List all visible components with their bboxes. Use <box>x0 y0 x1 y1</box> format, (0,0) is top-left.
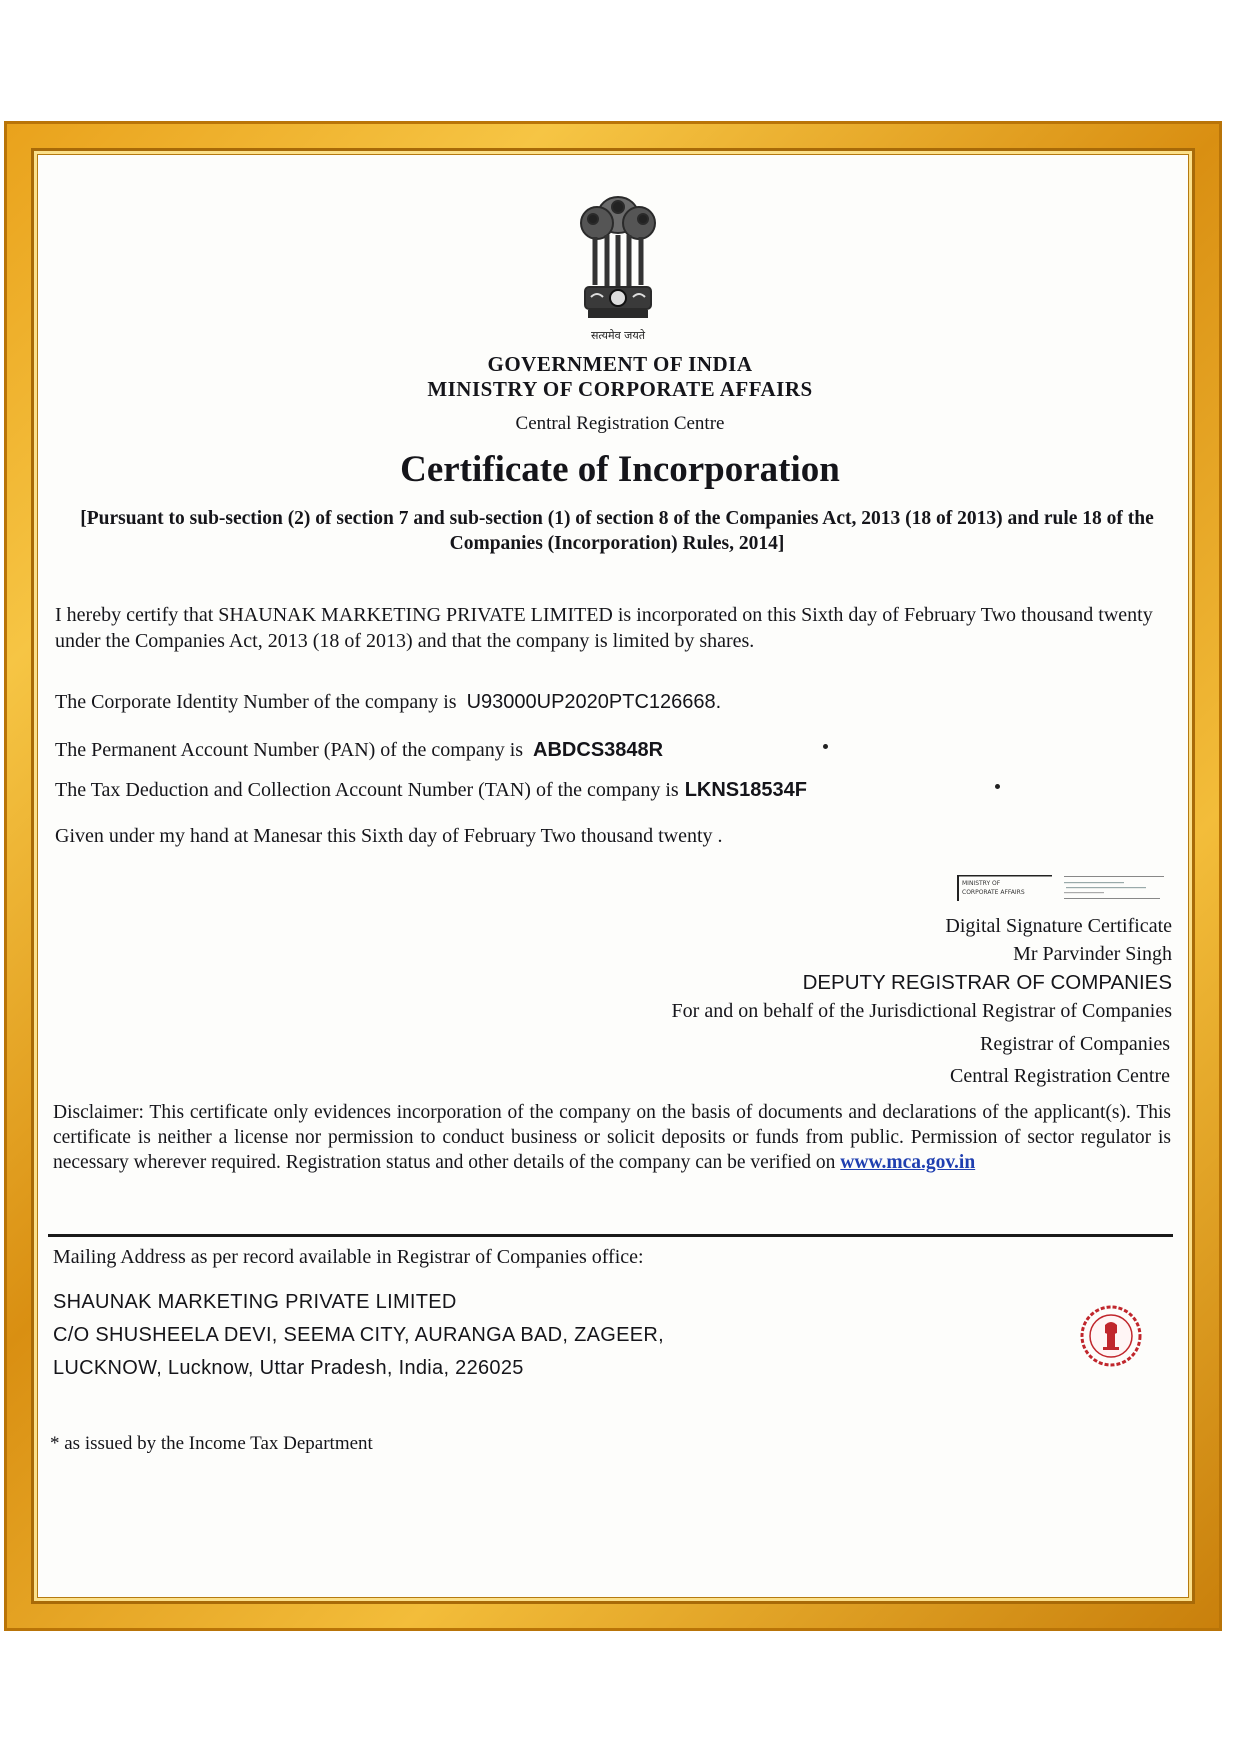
mailing-heading: Mailing Address as per record available in Registrar of Companies office: <box>53 1246 644 1268</box>
address-line-1: SHAUNAK MARKETING PRIVATE LIMITED <box>53 1291 457 1313</box>
certification-paragraph: I hereby certify that SHAUNAK MARKETING PRIVATE LIMITED is incorporated on this Sixth day of February Two thousand twenty under the Companies Act, 2013 (18 of 2013) and that the company is limited by shares. <box>55 604 1153 652</box>
cin-line <box>55 691 721 714</box>
given-under-line: Given under my hand at Manesar this Sixth day of February Two thousand twenty . <box>55 825 723 847</box>
signatory-name: Mr Parvinder Singh <box>1013 943 1172 965</box>
pan-value: ABDCS3848R <box>533 739 664 761</box>
address-line-3: LUCKNOW, Lucknow, Uttar Pradesh, India, 226025 <box>53 1357 524 1379</box>
tan-line <box>55 779 807 802</box>
stamp-text-2: CORPORATE AFFAIRS <box>962 889 1025 896</box>
ministry-heading: MINISTRY OF CORPORATE AFFAIRS <box>427 377 813 401</box>
seal-icon <box>1078 1303 1144 1369</box>
tan-label: The Tax Deduction and Collection Account Number (TAN) of the company is <box>55 779 679 801</box>
pan-line <box>55 739 663 762</box>
pan-label: The Permanent Account Number (PAN) of the company is <box>55 739 524 761</box>
pursuant-clause: [Pursuant to sub-section (2) of section 7 and sub-section (1) of section 8 of the Companies Act, 2013 (18 of 2013) and rule 18 of the Companies (Incorporation) Rules, 2014] <box>80 508 1154 554</box>
stamp-text-1: MINISTRY OF <box>962 880 1001 887</box>
signatory-designation: DEPUTY REGISTRAR OF COMPANIES <box>802 971 1172 994</box>
footnote: * as issued by the Income Tax Department <box>50 1433 373 1454</box>
cin-label: The Corporate Identity Number of the company is <box>55 691 457 713</box>
dsc-label: Digital Signature Certificate <box>945 915 1172 937</box>
pan-footnote-marker <box>823 744 828 749</box>
government-heading: GOVERNMENT OF INDIA <box>487 352 753 376</box>
registrar-line: Registrar of Companies <box>980 1033 1170 1055</box>
certificate-title: Certificate of Incorporation <box>400 449 840 490</box>
cin-value: U93000UP2020PTC126668. <box>466 691 722 713</box>
mca-link[interactable]: www.mca.gov.in <box>840 1152 976 1173</box>
disclaimer-body: Disclaimer: This certificate only evidences incorporation of the company on the basis of documents and declarations of the applicant(s). This certificate is neither a license nor permission to conduct business or solicit deposits or funds from public. Permission of sector regulator is necessary wherever required. Registration status and other details of the company can be verified on <box>53 1102 1171 1173</box>
behalf-line: For and on behalf of the Jurisdictional Registrar of Companies <box>671 1000 1172 1022</box>
tan-footnote-marker <box>995 784 1000 789</box>
centre-subheading: Central Registration Centre <box>515 413 725 434</box>
tan-value: LKNS18534F <box>684 779 807 801</box>
section-divider <box>48 1234 1173 1237</box>
disclaimer-text <box>53 1100 1171 1175</box>
digital-signature-stamp <box>956 872 1166 904</box>
address-line-2: C/O SHUSHEELA DEVI, SEEMA CITY, AURANGA BAD, ZAGEER, <box>53 1324 664 1346</box>
national-emblem-icon <box>565 185 671 345</box>
registration-centre-line: Central Registration Centre <box>950 1065 1170 1087</box>
emblem-motto: सत्यमेव जयते <box>590 329 646 342</box>
